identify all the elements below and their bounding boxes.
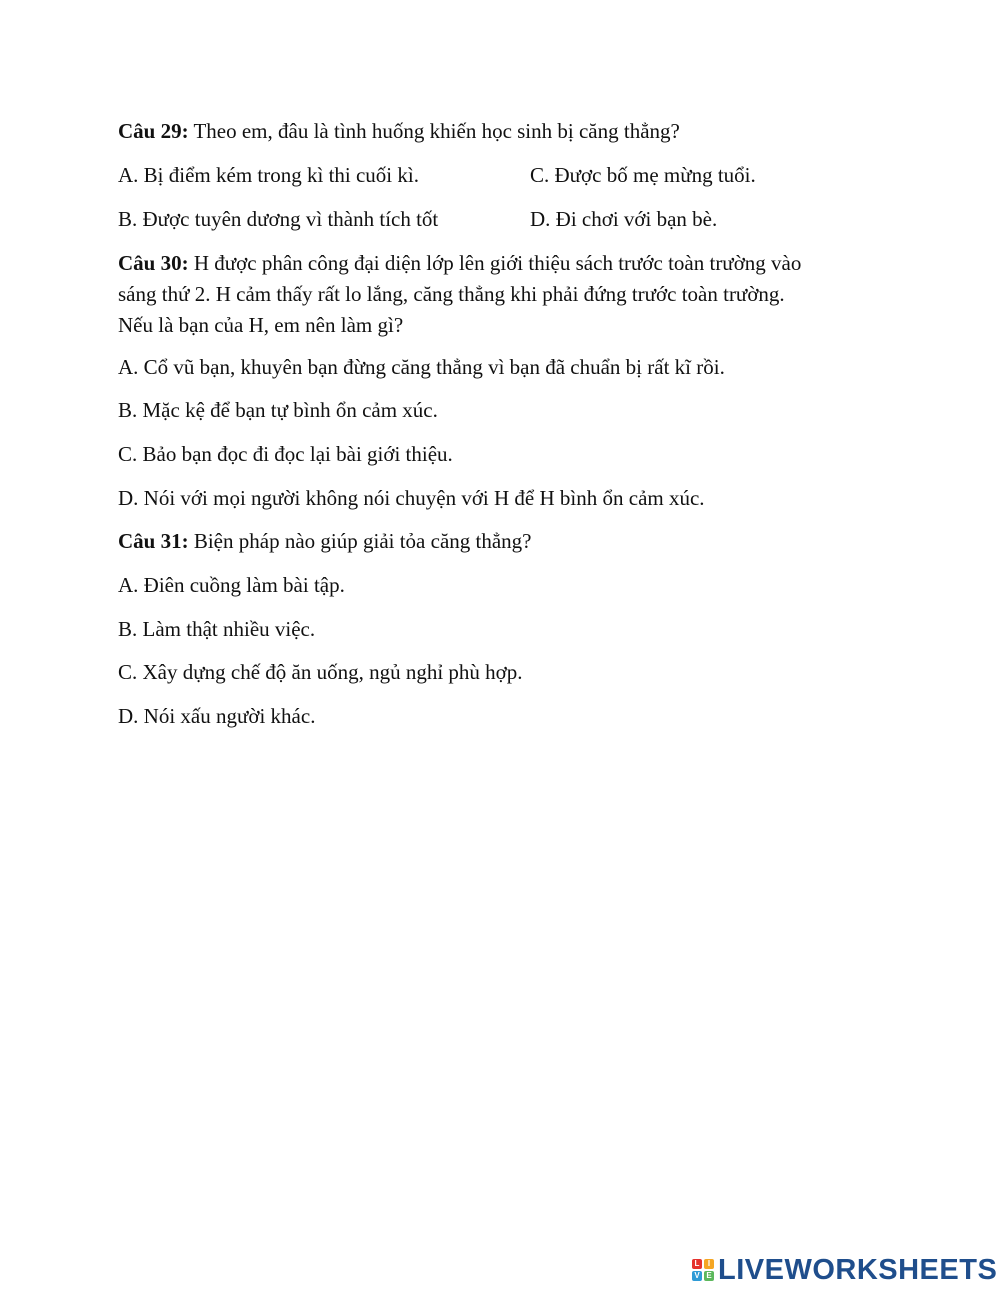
question-number: Câu 31: (118, 529, 189, 553)
logo-mark-cell: I (704, 1259, 714, 1269)
logo-mark-cell: V (692, 1271, 702, 1281)
question-30 (118, 248, 801, 278)
logo-mark-cell: L (692, 1259, 702, 1269)
option-b[interactable]: B. Được tuyên dương vì thành tích tốt (118, 207, 439, 231)
question-number: Câu 29: (118, 119, 189, 143)
option-c[interactable]: C. Xây dựng chế độ ăn uống, ngủ nghỉ phù hợp. (118, 660, 523, 684)
logo-text: LIVEWORKSHEETS (718, 1253, 998, 1286)
option-d[interactable]: D. Nói xấu người khác. (118, 704, 316, 728)
option-a[interactable]: A. Bị điểm kém trong kì thi cuối kì. (118, 163, 419, 187)
question-text: Biện pháp nào giúp giải tỏa căng thẳng? (188, 529, 532, 553)
question-29-options-row-2 (118, 204, 898, 234)
question-text: Theo em, đâu là tình huống khiến học sinh bị căng thẳng? (188, 119, 680, 143)
option-a[interactable]: A. Điên cuồng làm bài tập. (118, 573, 345, 597)
question-text-line-1: H được phân công đại diện lớp lên giới thiệu sách trước toàn trường vào (188, 251, 802, 275)
logo-mark-icon (692, 1259, 714, 1281)
question-30-line-3: Nếu là bạn của H, em nên làm gì? (118, 313, 404, 337)
question-number: Câu 30: (118, 251, 189, 275)
liveworksheets-logo (692, 1252, 997, 1288)
option-c[interactable]: C. Được bố mẹ mừng tuổi. (530, 163, 756, 187)
option-a[interactable]: A. Cổ vũ bạn, khuyên bạn đừng căng thẳng vì bạn đã chuẩn bị rất kĩ rồi. (118, 355, 725, 379)
option-b[interactable]: B. Làm thật nhiều việc. (118, 617, 316, 641)
option-d[interactable]: D. Nói với mọi người không nói chuyện với H để H bình ổn cảm xúc. (118, 486, 705, 510)
option-b[interactable]: B. Mặc kệ để bạn tự bình ổn cảm xúc. (118, 398, 438, 422)
question-29-options-row-1 (118, 160, 898, 190)
option-c[interactable]: C. Bảo bạn đọc đi đọc lại bài giới thiệu. (118, 442, 453, 466)
logo-mark-cell: E (704, 1271, 714, 1281)
question-29 (118, 116, 680, 146)
question-30-line-2: sáng thứ 2. H cảm thấy rất lo lắng, căng thẳng khi phải đứng trước toàn trường. (118, 282, 785, 306)
question-31 (118, 526, 532, 556)
option-d[interactable]: D. Đi chơi với bạn bè. (530, 207, 718, 231)
